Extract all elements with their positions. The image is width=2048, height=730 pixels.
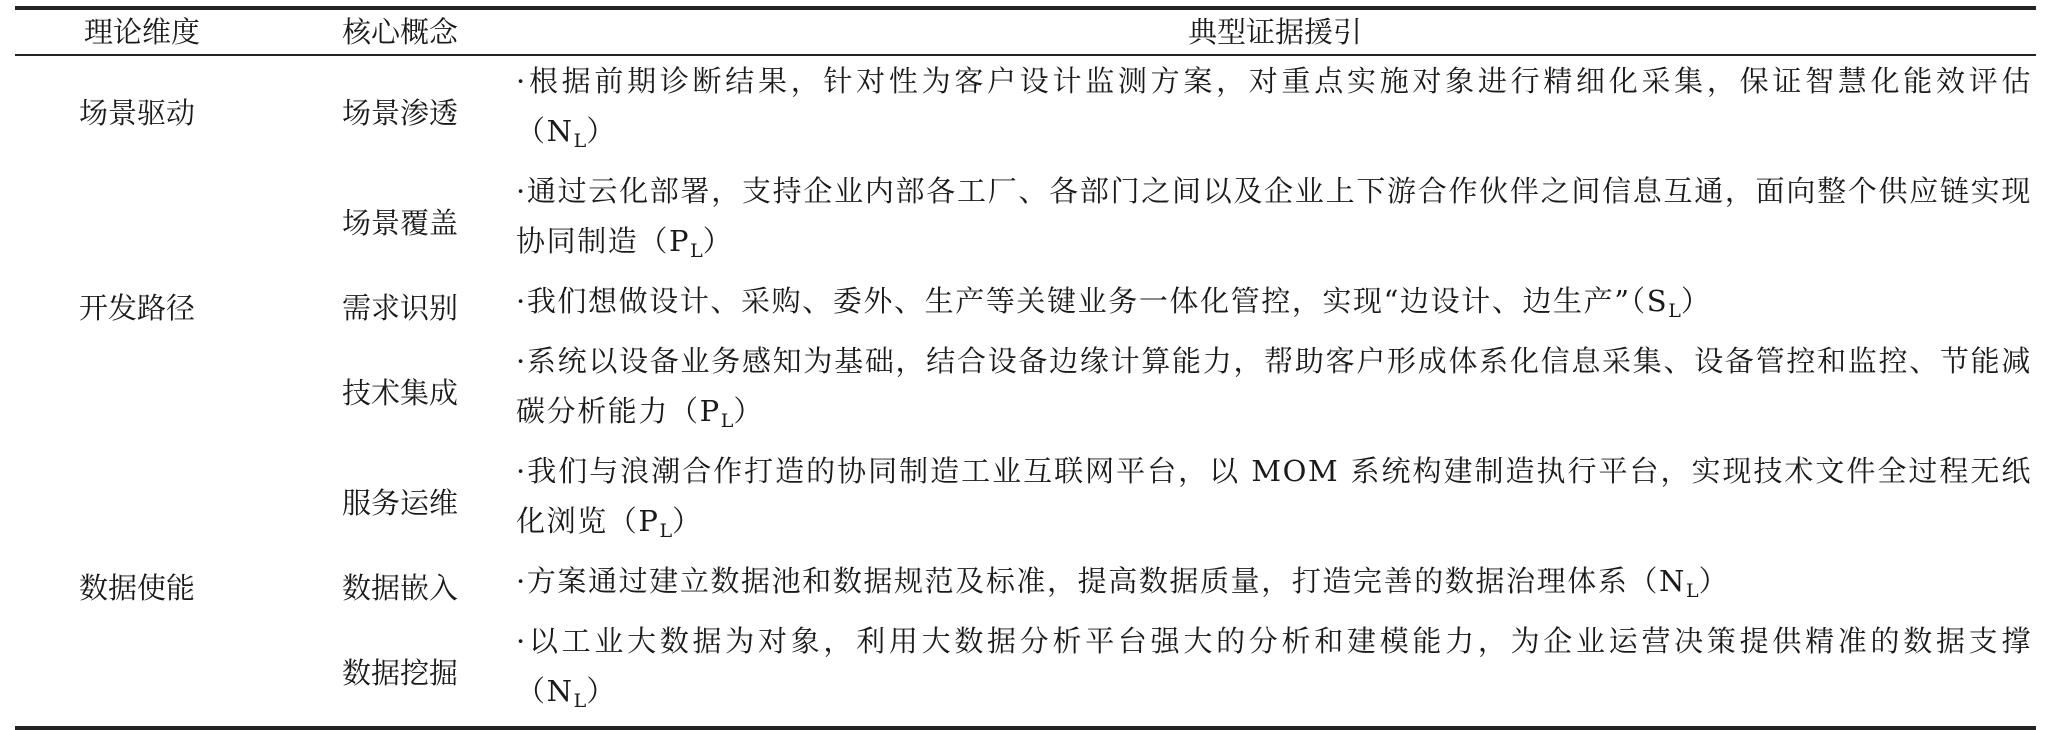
evidence-text: ·方案通过建立数据池和数据规范及标准，提高数据质量，打造完善的数据治理体系（N (516, 564, 1686, 598)
evidence-table-container (15, 6, 2036, 730)
concept-cell: 需求识别 (342, 290, 459, 325)
table-row (15, 166, 2036, 276)
evidence-cell (514, 166, 2036, 276)
evidence-cell (514, 55, 2036, 166)
concept-cell: 场景渗透 (342, 95, 459, 130)
source-code-subscript: L (1668, 300, 1681, 322)
table-row (15, 446, 2036, 556)
evidence-text: ·以工业大数据为对象，利用大数据分析平台强大的分析和建模能力，为企业运营决策提供精准的数据支撑（N (516, 624, 2032, 708)
header-evidence: 典型证据援引 (1187, 15, 1362, 49)
concept-cell: 数据挖掘 (342, 655, 459, 690)
evidence-close: ） (702, 224, 734, 258)
table-body (15, 55, 2036, 728)
source-code-subscript: L (573, 690, 587, 712)
evidence-text: ·系统以设备业务感知为基础，结合设备边缘计算能力，帮助客户形成体系化信息采集、设备管控和监控、节能减碳分析能力（P (516, 344, 2032, 428)
source-code-subscript: L (573, 130, 587, 152)
concept-cell: 场景覆盖 (342, 205, 459, 240)
concept-cell: 技术集成 (342, 375, 459, 410)
table-header (15, 8, 2036, 55)
source-code-subscript: L (1686, 580, 1699, 602)
evidence-cell (514, 336, 2036, 446)
evidence-close: ） (1698, 564, 1730, 598)
table-row (15, 556, 2036, 616)
dimension-cell: 数据使能 (79, 570, 196, 605)
table-row (15, 276, 2036, 336)
evidence-cell (514, 276, 2036, 336)
header-row (15, 8, 2036, 55)
dimension-cell: 场景驱动 (79, 95, 196, 130)
header-dimension: 理论维度 (84, 15, 201, 49)
evidence-cell (514, 556, 2036, 616)
evidence-close: ） (733, 394, 764, 428)
evidence-text: ·通过云化部署，支持企业内部各工厂、各部门之间以及企业上下游合作伙伴之间信息互通，面向整个供应链实现协同制造（P (516, 174, 2032, 258)
evidence-close: ） (672, 504, 703, 538)
source-code-subscript: L (690, 240, 703, 262)
evidence-close: ） (586, 114, 617, 148)
evidence-text: ·我们与浪潮合作打造的协同制造工业互联网平台，以 MOM 系统构建制造执行平台，实现技术文件全过程无纸化浏览（P (516, 454, 2032, 538)
dimension-cell: 开发路径 (79, 290, 196, 325)
table-row (15, 616, 2036, 728)
evidence-table (15, 6, 2036, 730)
table-row (15, 336, 2036, 446)
header-concept: 核心概念 (342, 15, 459, 49)
dimension-cell (15, 446, 272, 556)
dimension-cell (15, 166, 272, 276)
source-code-subscript: L (720, 410, 734, 432)
concept-cell: 数据嵌入 (342, 570, 459, 605)
evidence-cell (514, 616, 2036, 728)
concept-cell: 服务运维 (342, 485, 459, 520)
source-code-subscript: L (659, 520, 673, 542)
evidence-close: ） (586, 674, 617, 708)
evidence-close: ） (1680, 284, 1712, 318)
dimension-cell (15, 616, 272, 728)
dimension-cell (15, 336, 272, 446)
table-row (15, 55, 2036, 166)
evidence-text: ·我们想做设计、采购、委外、生产等关键业务一体化管控，实现“边设计、边生产”（S (516, 284, 1669, 318)
evidence-cell (514, 446, 2036, 556)
evidence-text: ·根据前期诊断结果，针对性为客户设计监测方案，对重点实施对象进行精细化采集，保证智慧化能效评估（N (516, 64, 2032, 148)
